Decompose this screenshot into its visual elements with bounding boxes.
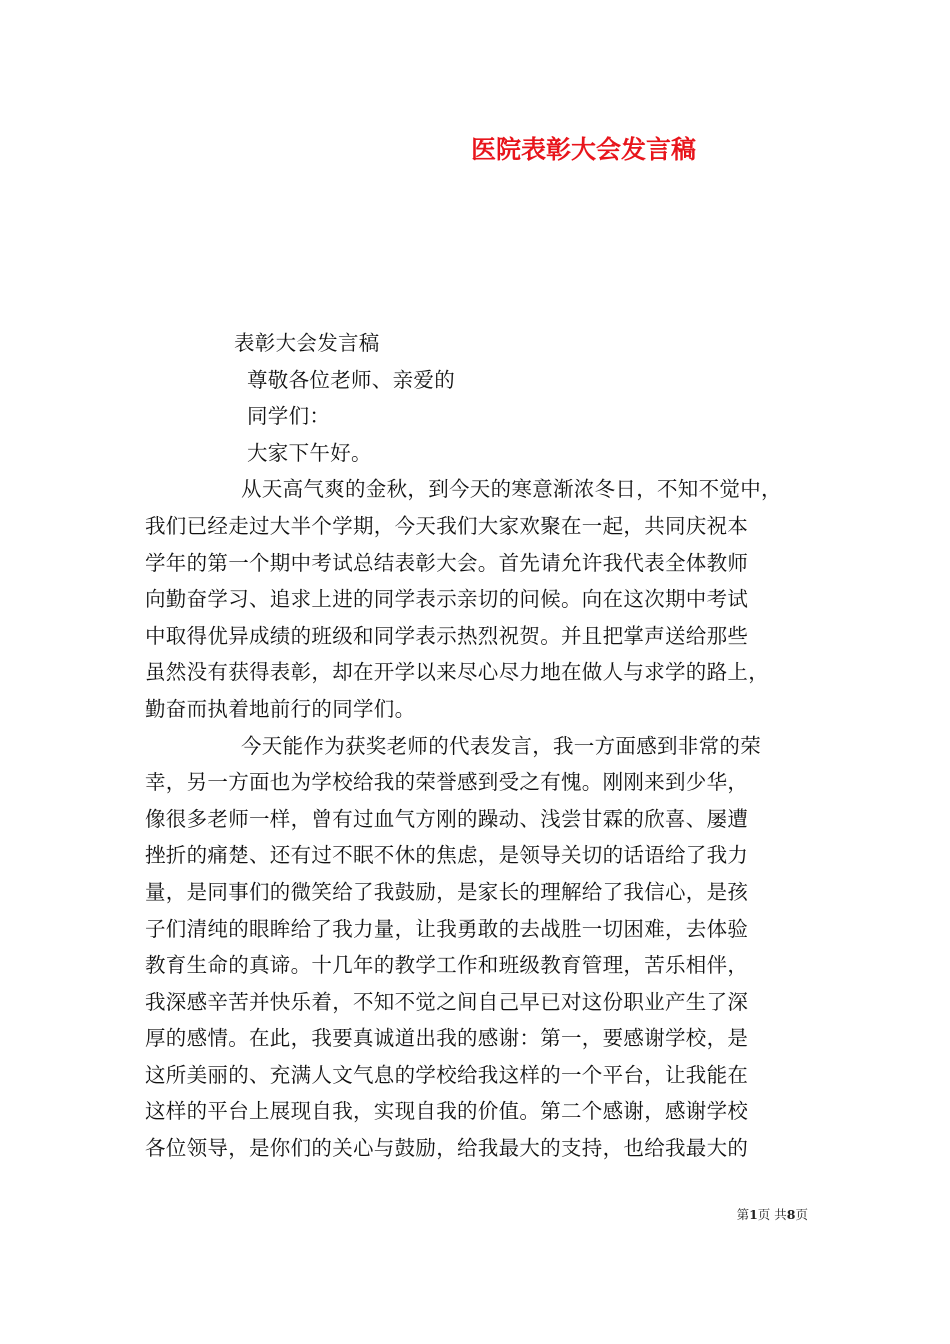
paragraph-line: 我深感辛苦并快乐着，不知不觉之间自己早已对这份职业产生了深 [145,989,749,1014]
paragraph-line: 教育生命的真谛。十几年的教学工作和班级教育管理，苦乐相伴， [145,953,749,978]
paragraph-2 [145,728,809,1167]
paragraph-line: 这所美丽的、充满人文气息的学校给我这样的一个平台，让我能在 [145,1062,749,1087]
paragraph-line: 子们清纯的眼眸给了我力量，让我勇敢的去战胜一切困难，去体验 [145,916,749,941]
paragraph-line: 厚的感情。在此，我要真诚道出我的感谢：第一，要感谢学校，是 [145,1026,749,1051]
paragraph-line: 幸，另一方面也为学校给我的荣誉感到受之有愧。刚刚来到少华， [145,770,749,795]
paragraph-line: 向勤奋学习、追求上进的同学表示亲切的问候。向在这次期中考试 [145,587,749,612]
paragraph-line: 勤奋而执着地前行的同学们。 [145,696,416,721]
paragraph-1 [145,471,809,727]
paragraph-line: 挫折的痛楚、还有过不眠不休的焦虑，是领导关切的话语给了我力 [145,843,749,868]
speech-heading: 表彰大会发言稿 [234,331,380,355]
paragraph-line: 我们已经走过大半个学期，今天我们大家欢聚在一起，共同庆祝本 [145,513,749,538]
greeting-line: 同学们： [247,404,331,429]
total-page-count: 8 [786,1207,796,1222]
current-page-number: 1 [749,1207,758,1222]
paragraph-line: 像很多老师一样，曾有过血气方刚的躁动、浅尝甘霖的欣喜、屡遭 [145,806,749,831]
footer-prefix: 第 [736,1207,750,1222]
paragraph-line: 这样的平台上展现自我，实现自我的价值。第二个感谢，感谢学校 [145,1099,749,1124]
paragraph-line: 量，是同事们的微笑给了我鼓励，是家长的理解给了我信心，是孩 [145,879,749,904]
paragraph-line: 各位领导，是你们的关心与鼓励，给我最大的支持，也给我最大的 [145,1136,749,1161]
paragraph-line: 学年的第一个期中考试总结表彰大会。首先请允许我代表全体教师 [145,550,749,575]
footer-suffix: 页 [795,1207,808,1222]
page-number-footer [737,1207,808,1223]
paragraph-line: 今天能作为获奖老师的代表发言，我一方面感到非常的荣 [241,733,761,758]
document-title: 医院表彰大会发言稿 [471,135,697,164]
paragraph-line: 虽然没有获得表彰，却在开学以来尽心尽力地在做人与求学的路上， [145,660,769,685]
footer-middle: 页 共 [757,1207,787,1222]
document-body [145,325,809,1167]
paragraph-line: 中取得优异成绩的班级和同学表示热烈祝贺。并且把掌声送给那些 [145,623,749,648]
greeting-line: 尊敬各位老师、亲爱的 [247,367,455,392]
greeting-line: 大家下午好。 [247,440,372,465]
paragraph-line: 从天高气爽的金秋，到今天的寒意渐浓冬日，不知不觉中， [241,477,782,502]
